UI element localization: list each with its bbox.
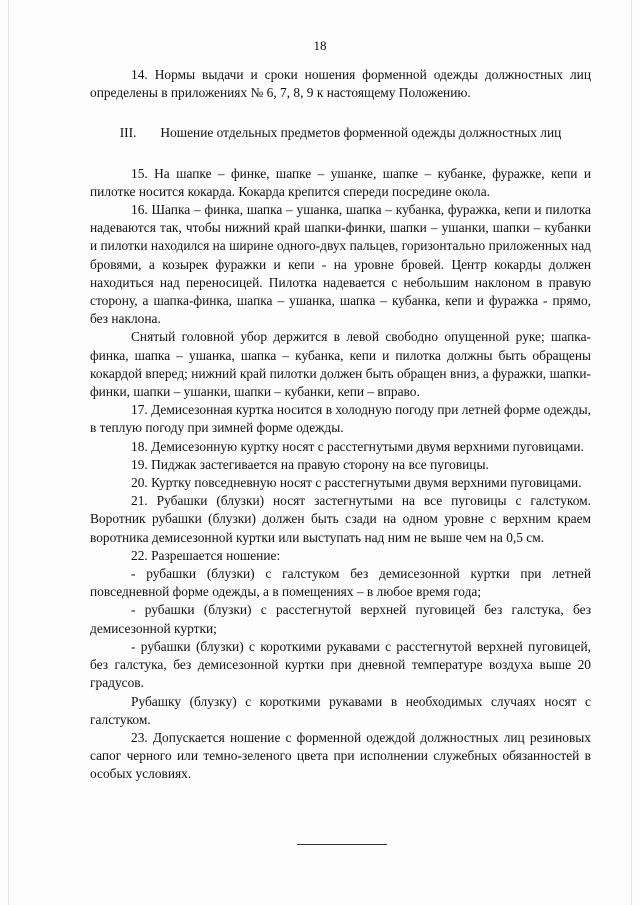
section-title: Ношение отдельных предметов форменной одежды должностных лиц: [160, 125, 562, 141]
paragraph-16-removed-headwear: Снятый головной убор держится в левой свободно опущенной руке; шапка-финка, шапка – ушанка, шапка – кубанка, кепи и пилотка должны быть обращены кокардой вперед; нижний край пилотки должен быть обращен вниз, а фуражки, шапки-финки, шапки – ушанки, шапки – кубанки, кепи – вправо.: [90, 329, 591, 400]
paragraph-14: 14. Нормы выдачи и сроки ношения форменной одежды должностных лиц определены в приложениях № 6, 7, 8, 9 к настоящему Положению.: [90, 67, 591, 101]
paragraph-22-item-2: - рубашки (блузки) с расстегнутой верхней пуговицей без галстука, без демисезонной куртки;: [90, 602, 591, 636]
paragraph-23: 23. Допускается ношение с форменной одеждой должностных лиц резиновых сапог черного или темно-зеленого цвета при исполнении служебных обязанностей в особых условиях.: [90, 729, 591, 782]
document-body: [90, 66, 591, 784]
paragraph-16: 16. Шапка – финка, шапка – ушанка, шапка – кубанка, фуражка, кепи и пилотка надеваются так, чтобы нижний край шапки-финки, шапки – ушанки, шапки – кубанки и пилотки находился на ширине одного-двух пальцев, горизонтально приложенных над бровями, а козырек фуражки и кепи - на уровне бровей. Центр кокарды должен находиться над переносицей. Пилотка надевается с небольшим наклоном в правую сторону, а шапка-финка, шапка – ушанка, шапка – кубанка, кепи и фуражка - прямо, без наклона.: [90, 202, 591, 327]
paragraph-22-item-1: - рубашки (блузки) с галстуком без демисезонной куртки при летней повседневной форме одежды, а в помещениях – в любое время года;: [90, 566, 591, 600]
paragraph-21: 21. Рубашки (блузки) носят застегнутыми на все пуговицы с галстуком. Воротник рубашки (блузки) должен быть сзади на одном уровне с верхним краем воротника демисезонной куртки или выступать над ним не выше чем на 0,5 см.: [90, 493, 591, 545]
paragraph-22: 22. Разрешается ношение:: [131, 547, 281, 563]
paragraph-18: 18. Демисезонную куртку носят с расстегнутыми двумя верхними пуговицами.: [131, 438, 584, 454]
scan-edge-left: [8, 0, 9, 905]
section-number: III.: [119, 125, 137, 141]
paragraph-22-item-3: - рубашки (блузки) с короткими рукавами с расстегнутой верхней пуговицей, без галстука, без демисезонной куртки при дневной температуре воздуха выше 20 градусов.: [90, 638, 591, 691]
paragraph-22-note: Рубашку (блузку) с короткими рукавами в необходимых случаях носят с галстуком.: [90, 693, 591, 727]
paragraph-20: 20. Куртку повседневную носят с расстегнутыми двумя верхними пуговицами.: [131, 475, 582, 491]
scan-edge-right: [631, 0, 632, 905]
paragraph-17: 17. Демисезонная куртка носится в холодную погоду при летней форме одежды, в теплую погоду при зимней форме одежды.: [90, 402, 591, 436]
page-number: 18: [313, 38, 327, 53]
closing-divider: [297, 844, 387, 845]
paragraph-15: 15. На шапке – финке, шапке – ушанке, шапке – кубанке, фуражке, кепи и пилотке носится кокарда. Кокарда крепится спереди посредине окола.: [90, 165, 591, 199]
paragraph-19: 19. Пиджак застегивается на правую сторону на все пуговицы.: [131, 456, 489, 472]
section-heading: [90, 124, 591, 142]
